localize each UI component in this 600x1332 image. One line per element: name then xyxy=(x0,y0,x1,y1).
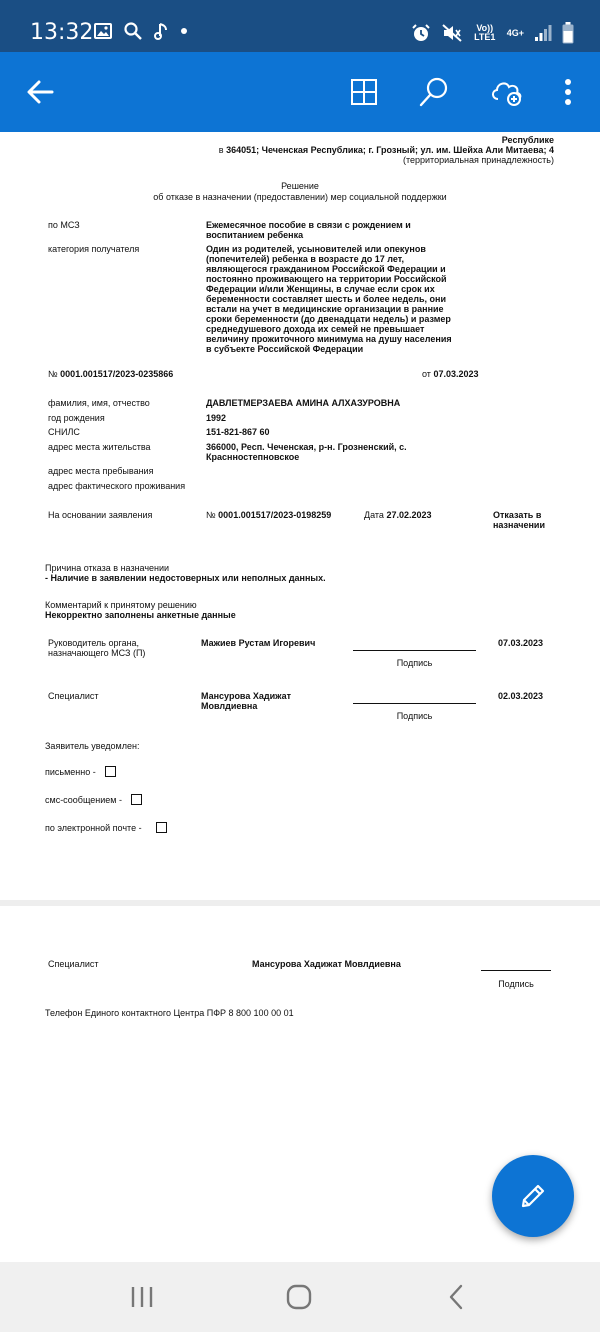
status-time: 13:32 xyxy=(30,20,94,45)
notified-label: Заявитель уведомлен: xyxy=(45,741,140,751)
category-line: постоянно проживающего на территории Российской xyxy=(206,274,447,284)
phone-line: Телефон Единого контактного Центра ПФР 8 800 100 00 01 xyxy=(45,1008,294,1018)
decision-number xyxy=(48,369,173,379)
basis-label: На основании заявления xyxy=(48,510,153,520)
app-bar xyxy=(0,52,600,132)
arrow-left-icon xyxy=(26,79,54,105)
application-prefix: № xyxy=(206,510,216,520)
date-value: 07.03.2023 xyxy=(433,369,479,379)
head-signature-line xyxy=(353,650,476,651)
birth-year-value: 1992 xyxy=(206,413,227,423)
music-note-icon xyxy=(154,22,168,40)
decision-line-2: назначении xyxy=(493,520,545,530)
back-button[interactable] xyxy=(24,76,56,108)
category-line: встали на учет в медицинские организации в ранние xyxy=(206,304,444,314)
grid-icon xyxy=(350,78,378,106)
head-label-2: назначающего МСЗ (П) xyxy=(48,648,146,658)
network-label: 4G+ xyxy=(506,27,524,38)
header-line2 xyxy=(219,145,554,155)
system-nav-bar xyxy=(0,1262,600,1332)
status-left-icons xyxy=(94,22,188,40)
specialist-name-1: Мансурова Хадижат xyxy=(201,691,292,701)
measure-value-1: Ежемесячное пособие в связи с рождением и xyxy=(206,220,411,230)
page2-specialist-label: Специалист xyxy=(48,959,99,969)
volte-label: Vo)) LTE1 xyxy=(474,23,496,42)
signal-icon xyxy=(534,24,552,42)
battery-icon xyxy=(562,22,574,44)
application-number xyxy=(206,510,331,520)
specialist-sign-label: Подпись xyxy=(396,711,433,721)
head-label-1: Руководитель органа, xyxy=(48,638,140,648)
search-icon xyxy=(418,76,450,108)
birth-year-label: год рождения xyxy=(48,413,105,423)
head-date: 07.03.2023 xyxy=(498,638,544,648)
specialist-label: Специалист xyxy=(48,691,99,701)
comment-label: Комментарий к принятому решению xyxy=(45,600,197,610)
head-sign-label: Подпись xyxy=(396,658,433,668)
stay-address-label: адрес места пребывания xyxy=(48,466,154,476)
more-button[interactable] xyxy=(552,76,584,108)
back-nav-button[interactable] xyxy=(436,1282,476,1312)
grid-button[interactable] xyxy=(348,76,380,108)
reason-label: Причина отказа в назначении xyxy=(45,563,170,573)
home-icon xyxy=(286,1284,312,1310)
application-number-value: 0001.001517/2023-0198259 xyxy=(218,510,332,520)
recents-icon xyxy=(130,1285,154,1309)
number-prefix: № xyxy=(48,369,58,379)
recents-button[interactable] xyxy=(122,1282,162,1312)
status-right-icons xyxy=(411,22,574,44)
notify-sms-label: смс-сообщением - xyxy=(45,795,122,805)
date-prefix: от xyxy=(422,369,431,379)
home-button[interactable] xyxy=(279,1282,319,1312)
notify-email-checkbox[interactable] xyxy=(156,822,167,833)
category-line: являющегося гражданином Российской Федерации и xyxy=(206,264,446,274)
snils-label: СНИЛС xyxy=(48,427,80,437)
category-line: беременности составляет шесть и более недель, они xyxy=(206,294,446,304)
category-line: (попечителей) ребенка в возрасте до 17 лет, xyxy=(206,254,405,264)
search-button[interactable] xyxy=(418,76,450,108)
notify-sms-checkbox[interactable] xyxy=(131,794,142,805)
category-line: сроки беременности (до двенадцати недель) и размер xyxy=(206,314,451,324)
page2-signature-line xyxy=(481,970,551,971)
application-date-prefix: Дата xyxy=(364,510,384,520)
actual-address-label: адрес фактического проживания xyxy=(48,481,186,491)
cloud-upload-button[interactable] xyxy=(488,76,526,108)
page2-sign-label: Подпись xyxy=(498,979,534,989)
cloud-upload-icon xyxy=(489,77,525,107)
fio-value: ДАВЛЕТМЕРЗАЕВА АМИНА АЛХАЗУРОВНА xyxy=(206,398,401,408)
number-value: 0001.001517/2023-0235866 xyxy=(60,369,174,379)
more-vertical-icon xyxy=(564,79,572,105)
image-icon xyxy=(94,23,112,39)
comment-value: Некорректно заполнены анкетные данные xyxy=(45,610,236,620)
mute-icon xyxy=(441,23,463,43)
notify-written-checkbox[interactable] xyxy=(105,766,116,777)
measure-label: по МСЗ xyxy=(48,220,80,230)
decision-line-1: Отказать в xyxy=(493,510,542,520)
head-name: Мажиев Рустам Игоревич xyxy=(201,638,316,648)
address-label: адрес места жительства xyxy=(48,442,151,452)
notify-written-label: письменно - xyxy=(45,767,96,777)
notify-email-label: по электронной почте - xyxy=(45,823,142,833)
fio-label: фамилия, имя, отчество xyxy=(48,398,150,408)
snils-value: 151-821-867 60 xyxy=(206,427,270,437)
status-bar xyxy=(0,0,600,52)
edit-fab-button[interactable] xyxy=(492,1155,574,1237)
specialist-name-2: Мовлдиевна xyxy=(201,701,258,711)
category-label: категория получателя xyxy=(48,244,140,254)
measure-value-2: воспитанием ребенка xyxy=(206,230,304,240)
category-line: Федерации и/или Женщины, в случае если срок их xyxy=(206,284,435,294)
page2-specialist-name: Мансурова Хадижат Мовлдиевна xyxy=(252,959,401,969)
alarm-icon xyxy=(411,23,431,43)
header-address: 364051; Чеченская Республика; г. Грозный; ул. им. Шейха Али Митаева; 4 xyxy=(226,145,554,155)
header-prefix: в xyxy=(218,145,224,155)
search-icon xyxy=(124,22,142,40)
category-line: в субъекте Российской Федерации xyxy=(206,344,364,354)
back-chevron-icon xyxy=(448,1284,464,1310)
address-value-1: 366000, Респ. Чеченская, р-н. Грозненский, с. xyxy=(206,442,407,452)
specialist-signature-line xyxy=(353,703,476,704)
pencil-icon xyxy=(517,1180,549,1212)
reason-value: - Наличие в заявлении недостоверных или неполных данных. xyxy=(45,573,326,583)
application-date xyxy=(364,510,432,520)
header-line3: (территориальная принадлежность) xyxy=(402,155,554,165)
address-value-2: Краснностепновское xyxy=(206,452,300,462)
specialist-date: 02.03.2023 xyxy=(498,691,544,701)
document-page[interactable] xyxy=(0,132,600,902)
dot-icon xyxy=(180,27,188,35)
category-line: Один из родителей, усыновителей или опекунов xyxy=(206,244,426,254)
document-subtitle: об отказе в назначении (предоставлении) мер социальной поддержки xyxy=(153,192,447,202)
decision-date xyxy=(422,369,479,379)
application-date-value: 27.02.2023 xyxy=(386,510,432,520)
category-line: среднедушевого дохода их семей не превышает xyxy=(206,324,425,334)
header-line1: Республике xyxy=(501,135,554,145)
document-title: Решение xyxy=(281,181,319,191)
category-line: величину прожиточного минимума на душу населения xyxy=(206,334,452,344)
